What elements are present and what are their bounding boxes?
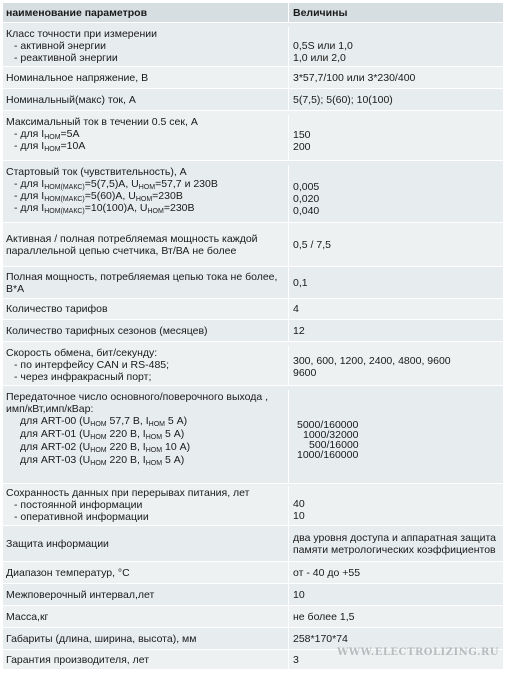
dims-value: 258*170*74 [293, 632, 348, 645]
maxcurrent-value-1: 150 [293, 129, 311, 141]
row-max-current [3, 111, 503, 161]
mass-label: Масса,кг [3, 606, 289, 627]
header-param: наименование параметров [3, 3, 289, 22]
ratio-value-4: 1000/160000 [297, 449, 359, 461]
temp-label: Диапазон температур, °С [3, 562, 289, 583]
fullpower-label: Полная мощность, потребляемая цепью тока не более, В*А [3, 267, 289, 298]
row-ratio [3, 386, 503, 484]
power-label: Активная / полная потребляемая мощность каждой параллельной цепью счетчика, Вт/ВА не более [3, 223, 289, 266]
tariffs-label: Количество тарифов [3, 299, 289, 319]
row-full-power [3, 267, 503, 299]
start-value-3: 0,040 [293, 205, 320, 217]
interval-value: 10 [293, 588, 305, 601]
ratio-line-4: для ART-03 ($U_{НОМ}$ 220 В, $I_{НОМ}$ 5 А) [20, 454, 185, 467]
accuracy-active: - активной энергии [14, 40, 107, 52]
row-power [3, 223, 503, 267]
maxcurrent-line-2: - для $I_{НОМ}=10А$ [14, 140, 86, 153]
ratio-line-2: для ART-01 ($U_{НОМ}$ 220 В, $I_{НОМ}$ 5 А) [20, 428, 185, 441]
ratio-line-1: для ART-00 ($U_{НОМ}$ 57,7 В, $I_{НОМ}$ 5 А) [20, 415, 188, 428]
storage-value-2: 10 [293, 510, 305, 522]
maxcurrent-line-1: - для $I_{НОМ}=5А$ [14, 128, 80, 141]
speed-value-1: 300, 600, 1200, 2400, 4800, 9600 [293, 355, 451, 367]
row-speed [3, 342, 503, 386]
specs-table [3, 3, 503, 670]
row-tariffs [3, 299, 503, 320]
ratio-value-3: 500/16000 [309, 439, 359, 451]
accuracy-reactive-value: 1,0 или 2,0 [293, 52, 346, 64]
speed-line-2: - через инфракрасный порт; [14, 371, 152, 383]
row-current [3, 89, 503, 111]
ratio-value-2: 1000/32000 [303, 429, 359, 441]
storage-line-1: - постоянной информации [14, 499, 143, 511]
storage-title: Сохранность данных при перерывах питания, лет [6, 487, 250, 499]
start-line-3: - для $I_{НОМ(МАКС)}=10(100)А$, $U_{НОМ}=230В$ [14, 202, 195, 215]
table-header [3, 3, 503, 23]
row-interval [3, 584, 503, 606]
start-line-2: - для $I_{НОМ(МАКС)}=5(60)А$, $U_{НОМ}=230В$ [14, 190, 183, 203]
maxcurrent-value-2: 200 [293, 141, 311, 153]
interval-label: Межповерочный интервал,лет [3, 584, 289, 605]
watermark: WWW.ELECTROLIZING.RU [337, 647, 499, 658]
start-title: Стартовый ток (чувствительность), А [6, 166, 187, 178]
mass-value: не более 1,5 [293, 610, 355, 623]
row-seasons [3, 320, 503, 342]
current-label: Номинальный(макс) ток, А [3, 89, 289, 110]
storage-value-1: 40 [293, 498, 305, 510]
voltage-value: 3*57,7/100 или 3*230/400 [293, 71, 416, 84]
accuracy-reactive: - реактивной энергии [14, 52, 118, 64]
dims-label: Габариты (длина, ширина, высота), мм [3, 628, 289, 649]
header-value: Величины [293, 6, 348, 19]
start-line-1: - для $I_{НОМ(МАКС)}=5(7,5)А$, $U_{НОМ}=57,7$ и 230В [14, 178, 218, 191]
current-value: 5(7,5); 5(60); 10(100) [293, 93, 393, 106]
row-protection [3, 526, 503, 562]
accuracy-active-value: 0,5S или 1,0 [293, 40, 353, 52]
row-accuracy [3, 23, 503, 67]
speed-line-1: - по интерфейсу CAN и RS-485; [14, 359, 170, 371]
fullpower-value: 0,1 [293, 276, 308, 289]
row-temperature [3, 562, 503, 584]
power-value: 0,5 / 7,5 [293, 238, 331, 251]
protection-value: два уровня доступа и аппаратная защита памяти метрологических коэффициентов [293, 531, 496, 556]
accuracy-title: Класс точности при измерении [6, 28, 158, 40]
row-start-current [3, 161, 503, 223]
ratio-value-1: 5000/160000 [297, 419, 359, 431]
temp-value: от - 40 до +55 [293, 566, 361, 579]
speed-title: Скорость обмена, бит/секунду: [6, 347, 158, 359]
row-storage [3, 484, 503, 526]
start-value-2: 0,020 [293, 193, 320, 205]
warranty-label: Гарантия производителя, лет [3, 650, 289, 669]
row-mass [3, 606, 503, 628]
voltage-label: Номинальное напряжение, В [3, 67, 289, 88]
seasons-value: 12 [293, 324, 305, 337]
start-value-1: 0,005 [293, 181, 320, 193]
ratio-line-3: для ART-02 ($U_{НОМ}$ 220 В, $I_{НОМ}$ 10 А) [20, 441, 191, 454]
warranty-value: 3 [293, 653, 299, 666]
maxcurrent-title: Максимальный ток в течении 0.5 сек, А [6, 116, 198, 128]
protection-label: Защита информации [3, 526, 289, 561]
seasons-label: Количество тарифных сезонов (месяцев) [3, 320, 289, 341]
speed-value-2: 9600 [293, 367, 317, 379]
storage-line-2: - оперативной информации [14, 511, 149, 523]
row-voltage [3, 67, 503, 89]
ratio-title: Передаточное число основного/поверочного выхода , имп/кВт,имп/кВар: [6, 391, 269, 415]
tariffs-value: 4 [293, 303, 299, 315]
